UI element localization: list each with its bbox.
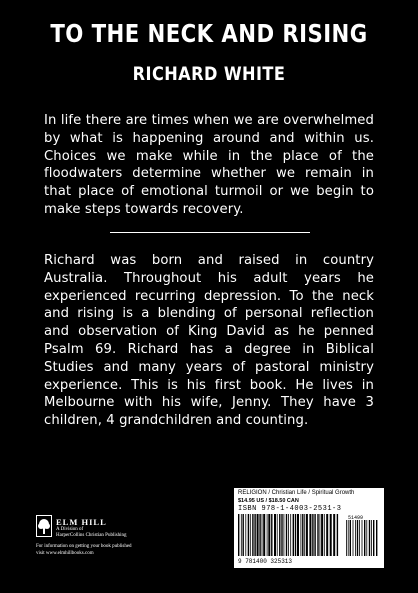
book-title: TO THE NECK AND RISING bbox=[50, 19, 368, 48]
barcode-bar bbox=[284, 514, 285, 556]
barcode-bar bbox=[259, 514, 260, 556]
barcode-bar bbox=[250, 514, 251, 556]
barcode-bar bbox=[281, 514, 282, 556]
barcode-bar bbox=[254, 514, 255, 556]
barcode-addon-bar bbox=[369, 520, 370, 556]
barcode-bar bbox=[337, 514, 338, 556]
barcode-bar bbox=[271, 514, 272, 556]
barcode-bar bbox=[290, 514, 291, 556]
barcode-bar bbox=[286, 514, 287, 556]
barcode-bar bbox=[252, 514, 253, 556]
author-bio-paragraph: Richard was born and raised in country Australia. Throughout his adult years he experienced recurring depression. To the neck and rising is a blending of personal reflection and observation of King David as he penned Psalm 69. Richard has a degree in Biblical Studies and many years of pastoral ministry experience. This is his first book. He lives in Melbourne with his wife, Jenny. They have 3 children, 4 grandchildren and counting. bbox=[44, 253, 374, 429]
barcode-addon-bar bbox=[371, 520, 372, 556]
isbn-label: ISBN 978-1-4003-2531-3 bbox=[238, 505, 342, 513]
barcode-bar bbox=[257, 514, 259, 556]
barcode-bar bbox=[330, 514, 332, 556]
publisher-info bbox=[36, 543, 132, 557]
barcode-addon-bar bbox=[366, 520, 367, 556]
barcode-addon-bar bbox=[357, 520, 358, 556]
barcode-bar bbox=[304, 514, 305, 556]
barcode-bar bbox=[277, 514, 278, 556]
barcode-bar bbox=[248, 514, 249, 556]
barcode-bar bbox=[295, 514, 296, 556]
barcode-bar bbox=[320, 514, 321, 556]
price-label: $14.95 US / $18.50 CAN bbox=[238, 498, 299, 504]
synopsis-paragraph: In life there are times when we are overwhelmed by what is happening around and within us. Choices we make while in the place of the floodwaters determine whether we remain in that place of emotional turmoil or we begin to make steps towards recovery. bbox=[44, 113, 374, 217]
barcode-bar bbox=[243, 514, 244, 556]
barcode-box bbox=[234, 488, 384, 568]
barcode-bar bbox=[288, 514, 289, 556]
publisher-info-line2: visit www.elmhillbooks.com bbox=[36, 551, 94, 556]
barcode-bar bbox=[326, 514, 328, 556]
publisher-info-line1: For information on getting your book published bbox=[36, 544, 132, 549]
publisher-block bbox=[36, 515, 186, 565]
barcode-bar bbox=[241, 514, 242, 556]
barcode-addon-bar bbox=[364, 520, 365, 556]
barcode-bar bbox=[238, 514, 239, 556]
barcode-addon-bar bbox=[376, 520, 377, 556]
barcode-addon-bar bbox=[353, 520, 354, 556]
barcode-addon-bar bbox=[346, 520, 347, 556]
barcode-bar bbox=[263, 514, 265, 556]
bisac-category: RELIGION / Christian Life / Spiritual Growth bbox=[238, 490, 355, 496]
barcode-bar bbox=[306, 514, 308, 556]
barcode-bar bbox=[279, 514, 280, 556]
barcode-addon-bar bbox=[373, 520, 374, 556]
barcode-bar bbox=[321, 514, 323, 556]
author-name: RICHARD WHITE bbox=[132, 63, 286, 85]
barcode-bar bbox=[267, 514, 268, 556]
barcode-bar bbox=[314, 514, 315, 556]
barcode-bar bbox=[274, 514, 276, 556]
barcode-bar bbox=[293, 514, 294, 556]
barcode-addon-bar bbox=[362, 520, 363, 556]
barcode-number: 9 781400 325313 bbox=[238, 558, 293, 565]
barcode-bar bbox=[262, 514, 263, 556]
publisher-division-line1: A Division of bbox=[56, 527, 84, 532]
barcode-bar bbox=[333, 514, 335, 556]
barcode-bar bbox=[302, 514, 303, 556]
barcode-bar bbox=[309, 514, 311, 556]
barcode-bar bbox=[324, 514, 325, 556]
barcode-bar bbox=[312, 514, 313, 556]
tree-logo-icon bbox=[36, 515, 52, 542]
barcode-bar bbox=[245, 514, 246, 556]
barcode-addon-bar bbox=[359, 520, 360, 556]
section-divider bbox=[110, 232, 310, 233]
barcode-bar bbox=[301, 514, 302, 556]
barcode-bar bbox=[297, 514, 299, 556]
barcode-bar bbox=[317, 514, 318, 556]
barcode-addon-number: 51499 bbox=[348, 515, 364, 521]
barcode-addon-bar bbox=[350, 520, 351, 556]
barcode-graphic bbox=[238, 514, 380, 558]
barcode-addon-bar bbox=[355, 520, 356, 556]
publisher-division-line2: HarperCollins Christian Publishing bbox=[56, 533, 127, 538]
publisher-name: ELM HILL bbox=[56, 517, 107, 527]
barcode-addon-bar bbox=[348, 520, 349, 556]
barcode-bar bbox=[268, 514, 270, 556]
